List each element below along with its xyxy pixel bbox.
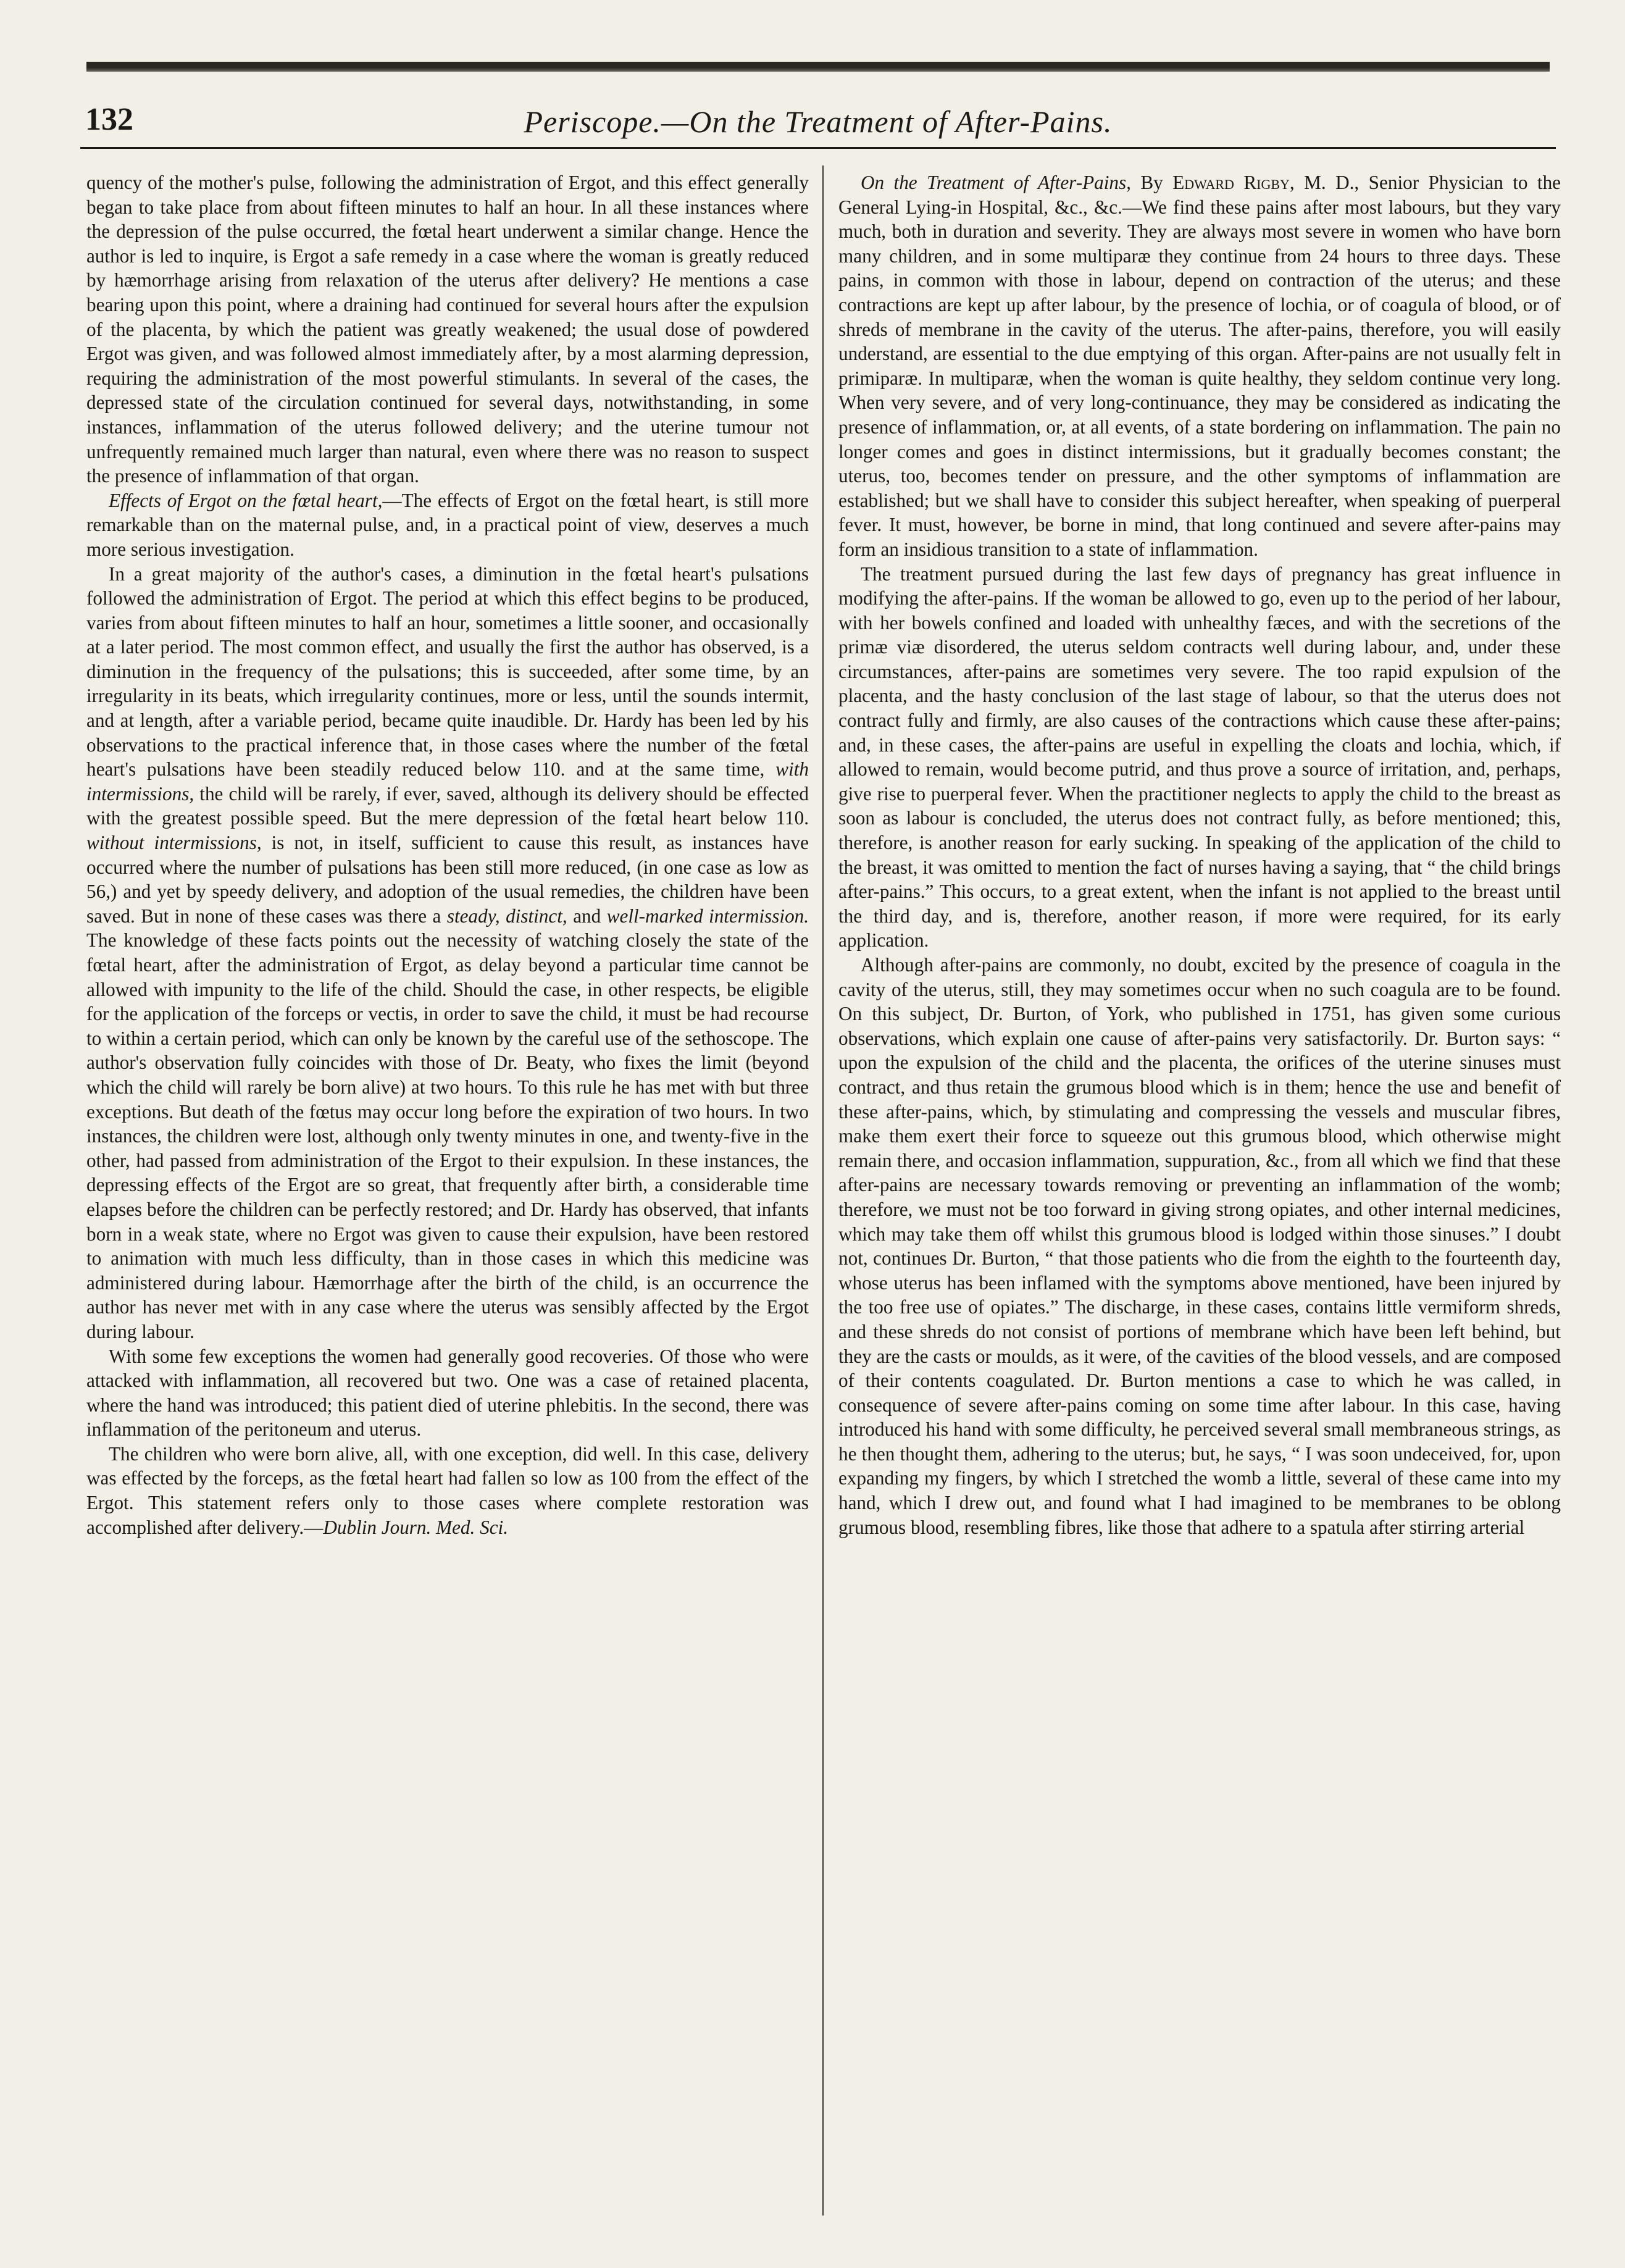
emphasis: steady, distinct, (446, 905, 567, 927)
paragraph-text: the child will be rarely, if ever, saved, although its delivery should be effected with the greatest possible speed. But the mere depression of the fœtal heart below 110. (86, 782, 809, 829)
left-column (86, 170, 809, 2220)
paragraph (838, 170, 1561, 562)
paragraph: With some few exceptions the women had generally good recoveries. Of those who were attacked with inflammation, all recovered but two. One was a case of retained placenta, where the hand was introduced; this patient died of uterine phlebitis. In the second, there was inflammation of the peritoneum and uterus. (86, 1345, 809, 1441)
running-head: Periscope.—On the Treatment of After-Pains. (524, 104, 1113, 139)
emphasis: with intermissions, (86, 758, 809, 805)
paragraph-text: Senior Physician to the General Lying-in Hospital, &c., &c.—We find these pains after most labours, but they vary much, both in duration and severity. They are always most severe in women who have born many children, and in some multiparæ they continue from 24 hours to three days. These pains, in common with those in labour, depend on contraction of the uterus; and these contractions are kept up after labour, by the presence of lochia, or of coagula of blood, or of shreds of membrane in the cavity of the uterus. The after-pains, therefore, you will easily understand, are essential to the due emptying of this organ. After-pains are not usually felt in primiparæ. In multiparæ, when the woman is quite healthy, they seldom continue very long. When very severe, and of very long-continuance, they may be considered as indicating the presence of inflammation, or, at all events, of a state bordering on inflammation. The pain no longer comes and goes in distinct intermissions, but it gradually becomes constant; the uterus, too, becomes tender on pressure, and the other symptoms of inflammation are established; but we shall have to consider this subject hereafter, when speaking of puerperal fever. It must, however, be borne in mind, that long continued and severe after-pains may form an insidious transition to a state of inflammation. (838, 172, 1561, 560)
emphasis: well-marked intermission. (606, 905, 809, 927)
top-rule (86, 62, 1550, 72)
paragraph-text: and (573, 905, 601, 927)
citation: Dublin Journ. Med. Sci. (323, 1516, 509, 1538)
paragraph: quency of the mother's pulse, following the administration of Ergot, and this effect generally began to take place from about fifteen minutes to half an hour. In all these instances where the depression of the pulse occurred, the fœtal heart underwent a similar change. Hence the author is led to inquire, is Ergot a safe remedy in a case where the woman is greatly reduced by hæmorrhage arising from relaxation of the uterus after delivery? He mentions a case bearing upon this point, where a draining had continued for several hours after the expulsion of the placenta, by which the patient was greatly weakened; the usual dose of powdered Ergot was given, and was followed almost immediately after, by a most alarming depression, requiring the administration of the most powerful stimulants. In several of the cases, the depressed state of the circulation continued for several days, notwithstanding, in some instances, inflammation of the uterus followed delivery; and the uterine tumour not unfrequently remained much larger than natural, even where there was no reason to suspect the presence of inflammation of that organ. (86, 172, 809, 487)
right-column (838, 170, 1561, 2220)
paragraph (86, 488, 809, 562)
page-number: 132 (85, 102, 133, 137)
author-name: Edward Rigby, M. D., (1172, 172, 1360, 193)
byline: By (1140, 172, 1163, 193)
page-header (80, 98, 1556, 149)
paragraph-text: —The effects of Ergot on the fœtal heart, is still more remarkable than on the maternal pulse, and, in a practical point of view, deserves a much more serious investigation. (86, 489, 809, 560)
section-heading: Effects of Ergot on the fœtal heart, (109, 489, 383, 511)
article-title: On the Treatment of After-Pains, (861, 172, 1131, 193)
paragraph: Although after-pains are commonly, no doubt, excited by the presence of coagula in the cavity of the uterus, still, they may sometimes occur when no such coagula are to be found. On this subject, Dr. Burton, of York, who published in 1751, has given some curious observations, which explain one cause of after-pains very satisfactorily. Dr. Burton says: “ upon the expulsion of the child and the placenta, the orifices of the uterine sinuses must contract, and thus retain the grumous blood which is in them; hence the use and benefit of these after-pains, which, by stimulating and compressing the vessels and muscular fibres, make them exert their force to squeeze out this grumous blood, which otherwise might remain there, and occasion inflammation, suppuration, &c., from all which we find that these after-pains are necessary towards removing or preventing an inflammation of the womb; therefore, we must not be too forward in giving strong opiates, and other internal medicines, which may take them off whilst this grumous blood is lodged within those sinuses.” I doubt not, continues Dr. Burton, “ that those patients who die from the eighth to the fourteenth day, whose uterus has been inflamed with the symptoms above mentioned, have been injured by the too free use of opiates.” The discharge, in these cases, contains little vermiform shreds, and these shreds do not consist of portions of membrane which have been left behind, but they are the casts or moulds, as it were, of the cavities of the blood vessels, and are composed of their contents coagulated. Dr. Burton mentions a case to which he was called, in consequence of severe after-pains coming on some time after labour. In this case, having introduced his hand with some difficulty, he perceived several small membraneous strings, as he then thought them, adhering to the uterus; but, he says, “ I was soon undeceived, for, upon expanding my fingers, by which I stretched the womb a little, several of these came into my hand, which I drew out, and found what I had imagined to be membranes to be oblong grumous blood, resembling fibres, like those that adhere to a spatula after stirring arterial (838, 954, 1561, 1538)
paragraph (86, 1442, 809, 1539)
paragraph-text: The children who were born alive, all, with one exception, did well. In this case, delivery was effected by the forceps, as the fœtal heart had fallen so low as 100 from the effect of the Ergot. This statement refers only to those cases where complete restoration was accomplished after delivery.— (86, 1442, 809, 1538)
paragraph-text: In a great majority of the author's cases, a diminution in the fœtal heart's pulsations followed the administration of Ergot. The period at which this effect begins to be produced, varies from about fifteen minutes to half an hour, sometimes a little sooner, and occasionally at a later period. The most common effect, and usually the first the author has observed, is a diminution in the frequency of the pulsations; this is succeeded, after some time, by an irregularity in its beats, which irregularity continues, more or less, until the sounds intermit, and at length, after a variable period, became quite inaudible. Dr. Hardy has been led by his observations to the practical inference that, in those cases where the number of the fœtal heart's pulsations have been steadily reduced below 110. and at the same time, (86, 563, 809, 780)
paragraph-text: The knowledge of these facts points out the necessity of watching closely the state of the fœtal heart, after the administration of Ergot, as delay beyond a particular time cannot be allowed with impunity to the life of the child. Should the case, in other respects, be eligible for the application of the forceps or vectis, in order to save the child, it must be had recourse to within a certain period, which can only be known by the careful use of the sethoscope. The author's observation fully coincides with those of Dr. Beaty, who fixes the limit (beyond which the child will rarely be born alive) at two hours. To this rule he has met with but three exceptions. But death of the fœtus may occur long before the expiration of two hours. In two instances, the children were lost, although only twenty minutes in one, and twenty-five in the other, had passed from administration of the Ergot to their expulsion. In these instances, the depressing effects of the Ergot are so great, that frequently after birth, a considerable time elapses before the children can be perfectly restored; and Dr. Hardy has observed, that infants born in a weak state, where no Ergot was given to cause their expulsion, have been restored to animation with much less difficulty, than in those cases in which this medicine was administered during labour. Hæmorrhage after the birth of the child, is an occurrence the author has never met with in any case where the uterus was sensibly affected by the Ergot during labour. (86, 929, 809, 1342)
paragraph-text: is not, in itself, sufficient to cause this result, as instances have occurred where the number of pulsations has been still more reduced, (in one case as low as 56,) and yet by speedy delivery, and adoption of the usual remedies, the children have been saved. But in none of these cases was there a (86, 832, 809, 927)
paragraph (86, 562, 809, 1344)
column-divider (822, 165, 824, 2216)
emphasis: without intermissions, (86, 832, 262, 854)
paragraph: The treatment pursued during the last few days of pregnancy has great influence in modifying the after-pains. If the woman be allowed to go, even up to the period of her labour, with her bowels confined and loaded with unhealthy fæces, and with the secretions of the primæ viæ disordered, the uterus seldom contracts well during labour, and, under these circumstances, after-pains are sometimes very severe. The too rapid expulsion of the placenta, and the hasty conclusion of the last stage of labour, so that the uterus does not contract fully and firmly, are also causes of the contractions which cause these after-pains; and, in these cases, the after-pains are useful in expelling the cloats and lochia, which, if allowed to remain, would become putrid, and thus prove a source of irritation, and, perhaps, give rise to puerperal fever. When the practitioner neglects to apply the child to the breast as soon as labour is concluded, the uterus does not contract fully, as before mentioned; this, therefore, is another reason for early sucking. In speaking of the application of the child to the breast, it was omitted to mention the fact of nurses having a saying, that “ the child brings after-pains.” This occurs, to a great extent, when the infant is not applied to the breast until the third day, and is, therefore, another reason, if more were required, for its early application. (838, 563, 1561, 952)
